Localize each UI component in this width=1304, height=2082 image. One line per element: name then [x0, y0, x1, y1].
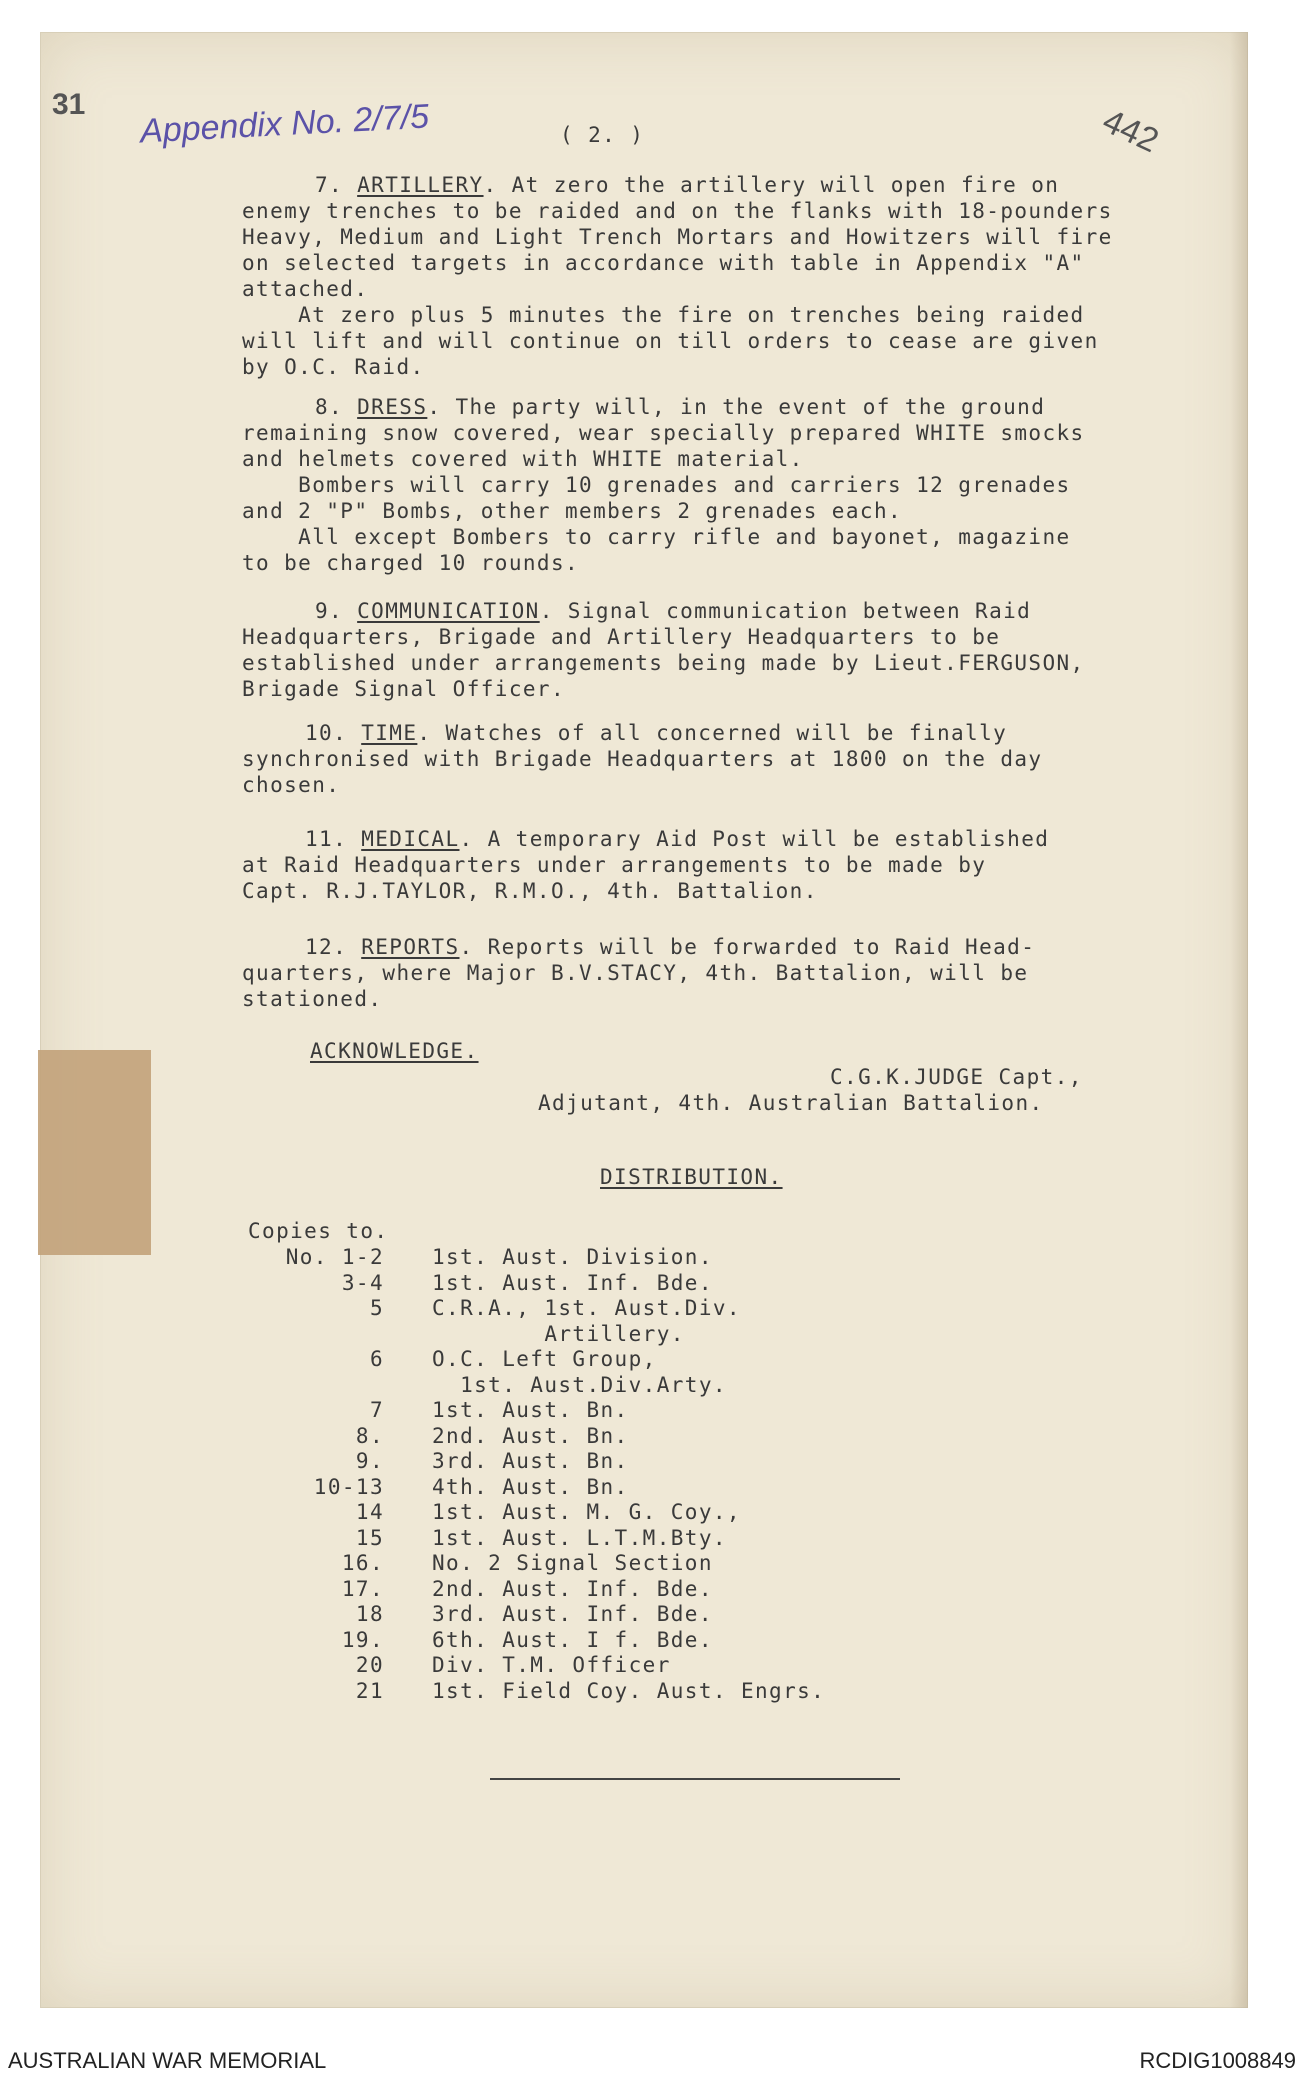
- distribution-copy-number: 21: [355, 1678, 384, 1703]
- distribution-recipient: 1st. Aust.Div.Arty.: [432, 1372, 727, 1397]
- distribution-copy-number: 14: [355, 1500, 384, 1524]
- paragraph-line: and 2 "P" Bombs, other members 2 grenades each.: [242, 499, 903, 523]
- paragraph-line: . Watches of all concerned will be finally: [417, 721, 1008, 745]
- paragraph-number: 12.: [305, 935, 348, 959]
- paragraph-heading: COMMUNICATION: [357, 599, 540, 623]
- paragraph-line: . The party will, in the event of the ground: [427, 395, 1046, 419]
- paragraph-line: Brigade Signal Officer.: [242, 677, 565, 701]
- distribution-recipient: 1st. Aust. L.T.M.Bty.: [432, 1525, 727, 1550]
- footer-left: AUSTRALIAN WAR MEMORIAL: [8, 2048, 327, 2073]
- paragraph-line: . Reports will be forwarded to Raid Head-: [459, 935, 1036, 959]
- paragraph-line: . A temporary Aid Post will be established: [459, 827, 1050, 851]
- paragraph-line: . Signal communication between Raid: [539, 599, 1032, 623]
- distribution-recipient: 2nd. Aust. Bn.: [432, 1423, 629, 1448]
- paragraph-line: quarters, where Major B.V.STACY, 4th. Battalion, will be: [242, 961, 1029, 985]
- distribution-recipient: 3rd. Aust. Bn.: [432, 1449, 629, 1473]
- distribution-recipient: 1st. Field Coy. Aust. Engrs.: [432, 1678, 826, 1703]
- paragraph-line: attached.: [242, 277, 369, 301]
- stamp-page-number: 31: [52, 88, 86, 121]
- distribution-copy-number: 7: [369, 1398, 384, 1422]
- paragraph-heading: ARTILLERY: [357, 173, 484, 197]
- distribution-copy-number: 5: [369, 1296, 384, 1320]
- paragraph-line: chosen.: [242, 773, 341, 797]
- paragraph-line: at Raid Headquarters under arrangements to be made by: [242, 853, 987, 877]
- distribution-recipient: 1st. Aust. Division.: [432, 1245, 713, 1269]
- distribution-recipient: 1st. Aust. Inf. Bde.: [432, 1270, 713, 1295]
- signature-role: Adjutant, 4th. Australian Battalion.: [538, 1091, 1044, 1115]
- paragraph-7-first-line: [315, 172, 1059, 198]
- distribution-recipient: No. 2 Signal Section: [432, 1551, 713, 1575]
- distribution-recipient: Div. T.M. Officer: [432, 1653, 671, 1677]
- paragraph-heading: TIME: [361, 721, 418, 745]
- paragraph-heading: MEDICAL: [361, 827, 460, 851]
- paragraph-line: to be charged 10 rounds.: [242, 551, 580, 575]
- distribution-copy-number: 18: [355, 1602, 384, 1626]
- paragraph-number: 8.: [315, 395, 344, 419]
- paragraph-line: on selected targets in accordance with table in Appendix "A": [242, 251, 1085, 275]
- distribution-copy-number: 16.: [341, 1551, 384, 1575]
- distribution-recipient: 1st. Aust. M. G. Coy.,: [432, 1500, 741, 1524]
- paragraph-number: 9.: [315, 599, 344, 623]
- distribution-recipient: Artillery.: [432, 1321, 685, 1346]
- distribution-copy-number: 10-13: [313, 1474, 384, 1499]
- distribution-copy-number: 6: [369, 1347, 384, 1371]
- paragraph-12-first-line: [305, 934, 1035, 960]
- distribution-copy-number: 3-4: [341, 1270, 384, 1295]
- paragraph-heading: DRESS: [357, 395, 428, 419]
- paragraph-line: established under arrangements being made by Lieut.FERGUSON,: [242, 651, 1085, 675]
- paragraph-9-first-line: [315, 598, 1031, 624]
- paragraph-line: Capt. R.J.TAYLOR, R.M.O., 4th. Battalion.: [242, 879, 818, 903]
- distribution-recipient: 2nd. Aust. Inf. Bde.: [432, 1576, 713, 1601]
- distribution-recipient: C.R.A., 1st. Aust.Div.: [432, 1296, 741, 1320]
- paragraph-line: and helmets covered with WHITE material.: [242, 447, 804, 471]
- footer-right: RCDIG1008849: [1139, 2048, 1296, 2073]
- paragraph-number: 7.: [315, 173, 344, 197]
- distribution-copy-number: 19.: [341, 1627, 384, 1652]
- paragraph-line: Bombers will carry 10 grenades and carriers 12 grenades: [242, 473, 1071, 497]
- signature-name: C.G.K.JUDGE Capt.,: [830, 1065, 1083, 1089]
- appendix-annotation: Appendix No. 2/7/5: [139, 97, 430, 151]
- paragraph-11-first-line: [305, 826, 1049, 852]
- paragraph-line: Headquarters, Brigade and Artillery Headquarters to be: [242, 625, 1001, 649]
- distribution-copy-number: 9.: [355, 1449, 384, 1473]
- closing-rule: [490, 1778, 900, 1780]
- copies-to-label: Copies to.: [248, 1219, 389, 1243]
- page-heading: ( 2. ): [560, 123, 645, 147]
- tape-strip: [38, 1050, 151, 1255]
- paragraph-line: remaining snow covered, wear specially prepared WHITE smocks: [242, 421, 1085, 445]
- paragraph-line: Heavy, Medium and Light Trench Mortars and Howitzers will fire: [242, 225, 1113, 249]
- paragraph-number: 11.: [305, 827, 348, 851]
- distribution-copy-number: 15: [355, 1525, 384, 1550]
- distribution-recipient: 3rd. Aust. Inf. Bde.: [432, 1602, 713, 1626]
- paragraph-line: synchronised with Brigade Headquarters at 1800 on the day: [242, 747, 1043, 771]
- paragraph-8-first-line: [315, 394, 1045, 420]
- paragraph-line: All except Bombers to carry rifle and bayonet, magazine: [242, 525, 1071, 549]
- distribution-copy-number: 8.: [355, 1423, 384, 1448]
- paragraph-line: will lift and will continue on till orders to cease are given: [242, 329, 1099, 353]
- paragraph-line: At zero plus 5 minutes the fire on trenches being raided: [242, 303, 1085, 327]
- paragraph-heading: REPORTS: [361, 935, 460, 959]
- distribution-heading: DISTRIBUTION.: [600, 1165, 783, 1189]
- distribution-copy-number: 20: [355, 1653, 384, 1677]
- distribution-recipient: 1st. Aust. Bn.: [432, 1398, 629, 1422]
- distribution-recipient: 6th. Aust. I f. Bde.: [432, 1627, 713, 1652]
- distribution-copy-number: 17.: [341, 1576, 384, 1601]
- paragraph-line: . At zero the artillery will open fire on: [483, 173, 1060, 197]
- distribution-copy-number: No. 1-2: [285, 1245, 384, 1269]
- distribution-recipient: 4th. Aust. Bn.: [432, 1474, 629, 1499]
- paragraph-number: 10.: [305, 721, 348, 745]
- folio-number: 442: [1096, 101, 1165, 161]
- acknowledge-label: ACKNOWLEDGE.: [310, 1039, 479, 1063]
- paragraph-line: stationed.: [242, 987, 383, 1011]
- paragraph-10-first-line: [305, 720, 1007, 746]
- distribution-recipient: O.C. Left Group,: [432, 1347, 657, 1371]
- paragraph-line: by O.C. Raid.: [242, 355, 425, 379]
- paragraph-line: enemy trenches to be raided and on the flanks with 18-pounders: [242, 199, 1113, 223]
